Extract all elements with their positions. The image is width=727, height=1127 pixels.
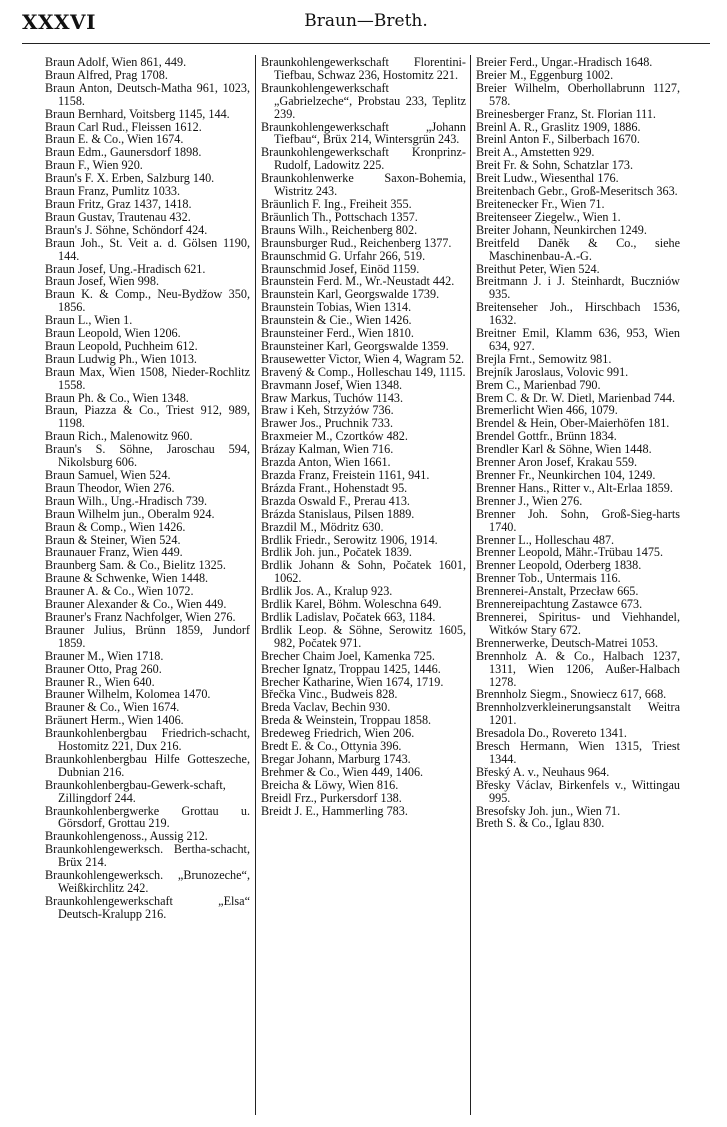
- directory-entry: Braun, Piazza & Co., Triest 912, 989, 1198.: [45, 403, 250, 431]
- directory-entry: Brennholz A. & Co., Halbach 1237, 1311, Wien 1206, Außer-Halbach 1278.: [476, 648, 680, 689]
- directory-entry: Braunkohlengenoss., Aussig 212.: [45, 829, 208, 844]
- directory-entry: Brdlik Ladislav, Počatek 663, 1184.: [261, 609, 436, 624]
- directory-entry: Breitenecker Fr., Wien 71.: [476, 196, 605, 211]
- directory-entry: Brdlik Leop. & Söhne, Serowitz 1605, 982, Počatek 971.: [261, 622, 466, 650]
- directory-entry: Braunsteiner Karl, Georgswalde 1359.: [261, 338, 449, 353]
- directory-entry: Bresch Hermann, Wien 1315, Triest 1344.: [476, 739, 680, 766]
- directory-entry: Breitenseer Ziegelw., Wien 1.: [476, 209, 621, 224]
- directory-entry: Bremerlicht Wien 466, 1079.: [476, 403, 618, 418]
- directory-entry: Braun Adolf, Wien 861, 449.: [45, 55, 187, 69]
- directory-entry: Breier M., Eggenburg 1002.: [476, 67, 614, 82]
- directory-entry: Braun Theodor, Wien 276.: [45, 480, 175, 495]
- directory-entry: Brázda Frant., Hohenstadt 95.: [261, 480, 408, 495]
- directory-entry: Braun & Steiner, Wien 524.: [45, 532, 181, 547]
- directory-entry: Braunberg Sam. & Co., Bielitz 1325.: [45, 558, 226, 573]
- directory-entry: Braxmeier M., Czortków 482.: [261, 429, 408, 444]
- directory-entry: Brecher Chaim Joel, Kamenka 725.: [261, 648, 435, 663]
- directory-entry: Brawer Jos., Pruchnik 733.: [261, 416, 394, 431]
- directory-entry: Bredt E. & Co., Ottynia 396.: [261, 739, 402, 754]
- directory-entry: Braunstein Tobias, Wien 1314.: [261, 300, 412, 315]
- directory-entry: Brenner Leopold, Mähr.-Trübau 1475.: [476, 545, 664, 560]
- directory-entry: Braunkohlengewerkschaft „Gabrielzeche“, Probstau 233, Teplitz 239.: [261, 80, 466, 121]
- directory-entry: Breitenseher Joh., Hirschbach 1536, 1632.: [476, 300, 680, 328]
- directory-entry: Braunkohlenbergwerke Grottau u. Görsdorf, Grottau 219.: [45, 803, 250, 831]
- directory-entry: Brecher Ignatz, Troppau 1425, 1446.: [261, 661, 441, 676]
- directory-entry: Brenner Joh. Sohn, Groß-Sieg-harts 1740.: [476, 506, 680, 534]
- directory-entry: Braunkohlengewerkschaft „Johann Tiefbau“, Brüx 214, Wintersgrün 243.: [261, 119, 466, 147]
- directory-entry: Breit A., Amstetten 929.: [476, 145, 595, 160]
- directory-entry: Braw i Keh, Strzyżów 736.: [261, 403, 394, 418]
- directory-entry: Braun Leopold, Puchheim 612.: [45, 338, 198, 353]
- directory-entry: Brennholzverkleinerungsanstalt Weitra 1201.: [476, 700, 680, 728]
- directory-entry: Brauner M., Wien 1718.: [45, 648, 164, 663]
- directory-entry: Bräunert Herm., Wien 1406.: [45, 713, 184, 728]
- directory-entry: Brennerwerke, Deutsch-Matrei 1053.: [476, 635, 659, 650]
- directory-entry: Brauner Otto, Prag 260.: [45, 661, 162, 676]
- directory-entry: Bräunlich Th., Pottschach 1357.: [261, 209, 418, 224]
- directory-entry: Braunkohlenbergbau Friedrich-schacht, Hostomitz 221, Dux 216.: [45, 726, 250, 754]
- directory-entry: Braw Markus, Tuchów 1143.: [261, 390, 404, 405]
- directory-entry: Brazda Oswald F., Prerau 413.: [261, 493, 410, 508]
- directory-entry: Brauns Wilh., Reichenberg 802.: [261, 222, 418, 237]
- directory-entry: Brehmer & Co., Wien 449, 1406.: [261, 764, 424, 779]
- directory-entry: Breda & Weinstein, Troppau 1858.: [261, 713, 432, 728]
- directory-entry: Braun Josef, Ung.-Hradisch 621.: [45, 261, 206, 276]
- directory-entry: Breidt J. E., Hammerling 783.: [261, 803, 408, 818]
- directory-entry: Brauner's Franz Nachfolger, Wien 276.: [45, 609, 236, 624]
- directory-entry: Braunkohlenbergbau-Gewerk-schaft, Zillingdorf 244.: [45, 777, 226, 805]
- directory-entry: Brenner Aron Josef, Krakau 559.: [476, 455, 638, 470]
- page-header: [22, 10, 710, 40]
- directory-entry: Braun Wilhelm jun., Oberalm 924.: [45, 506, 215, 521]
- directory-entry: Braun Edm., Gaunersdorf 1898.: [45, 145, 202, 160]
- directory-entry: Bregar Johann, Marburg 1743.: [261, 751, 411, 766]
- directory-entry: Brdlik Friedr., Serowitz 1906, 1914.: [261, 532, 438, 547]
- directory-entry: Bravmann Josef, Wien 1348.: [261, 377, 403, 392]
- directory-entry: Breitner Emil, Klamm 636, 953, Wien 634, 927.: [476, 326, 680, 353]
- directory-entry: Braun L., Wien 1.: [45, 313, 133, 328]
- directory-entry: Braunsburger Rud., Reichenberg 1377.: [261, 235, 452, 250]
- directory-entry: Brennerei-Anstalt, Przecław 665.: [476, 584, 639, 599]
- directory-entry: Braun Alfred, Prag 1708.: [45, 67, 168, 82]
- directory-entry: Breitmann J. i J. Steinhardt, Buczniów 935.: [476, 274, 680, 302]
- directory-entry: Brenner Tob., Untermais 116.: [476, 571, 621, 586]
- directory-entry: Brdlik Joh. jun., Počatek 1839.: [261, 545, 412, 560]
- running-title: Braun—Breth.: [304, 11, 428, 31]
- directory-entry: Brejník Jaroslaus, Volovic 991.: [476, 364, 629, 379]
- directory-entry: Braunkohlengewerkschaft „Elsa“ Deutsch-Kralupp 216.: [45, 893, 250, 921]
- directory-entry: Bresofsky Joh. jun., Wien 71.: [476, 803, 621, 818]
- directory-entry: Braunstein Karl, Georgswalde 1739.: [261, 287, 440, 302]
- column-divider: [255, 55, 256, 1115]
- directory-entry: Braun & Comp., Wien 1426.: [45, 519, 186, 534]
- directory-entry: Breiter Johann, Neunkirchen 1249.: [476, 222, 647, 237]
- directory-entry: Brenner J., Wien 276.: [476, 493, 583, 508]
- directory-entry: Breidl Frz., Purkersdorf 138.: [261, 790, 402, 805]
- column-2: [261, 56, 466, 817]
- directory-entry: Brendler Karl & Söhne, Wien 1448.: [476, 442, 652, 457]
- directory-entry: Brázay Kalman, Wien 716.: [261, 442, 394, 457]
- directory-entry: Braun Joh., St. Veit a. d. Gölsen 1190, 144.: [45, 235, 250, 263]
- directory-entry: Brdlik Jos. A., Kralup 923.: [261, 584, 393, 599]
- directory-entry: Braunstein Ferd. M., Wr.-Neustadt 442.: [261, 274, 455, 289]
- directory-entry: Bravený & Comp., Holleschau 149, 1115.: [261, 364, 466, 379]
- directory-entry: Braunschmid Josef, Einöd 1159.: [261, 261, 420, 276]
- directory-entry: Braun Max, Wien 1508, Nieder-Rochlitz 1558.: [45, 364, 250, 392]
- directory-entry: Braunkohlenwerke Saxon-Bohemia, Wistritz 243.: [261, 171, 466, 199]
- directory-entry: Brázda Stanislaus, Pilsen 1889.: [261, 506, 415, 521]
- directory-entry: Břečka Vinc., Budweis 828.: [261, 687, 398, 702]
- directory-entry: Braun Anton, Deutsch-Matha 961, 1023, 1158.: [45, 80, 250, 108]
- directory-entry: Braun Ph. & Co., Wien 1348.: [45, 390, 189, 405]
- directory-entry: Braunkohlenbergbau Hilfe Gotteszeche, Dubnian 216.: [45, 751, 250, 779]
- directory-entry: Braun's J. Söhne, Schöndorf 424.: [45, 222, 208, 237]
- column-divider: [470, 55, 471, 1115]
- directory-entry: Braun's S. Söhne, Jaroschau 594, Nikolsburg 606.: [45, 442, 250, 470]
- directory-entry: Braunsteiner Ferd., Wien 1810.: [261, 326, 414, 341]
- directory-entry: Brausewetter Victor, Wien 4, Wagram 52.: [261, 351, 465, 366]
- directory-entry: Brennerei, Spiritus- und Viehhandel, Witków Stary 672.: [476, 609, 680, 637]
- directory-entry: Brennereipachtung Zastawce 673.: [476, 597, 643, 612]
- directory-entry: Braunkohlengewerksch. Bertha-schacht, Brüx 214.: [45, 842, 250, 870]
- directory-entry: Brdlik Karel, Böhm. Woleschna 649.: [261, 597, 442, 612]
- directory-entry: Breitenbach Gebr., Groß-Meseritsch 363.: [476, 184, 678, 199]
- directory-entry: Braun Wilh., Ung.-Hradisch 739.: [45, 493, 208, 508]
- directory-entry: Braun Carl Rud., Fleissen 1612.: [45, 119, 202, 134]
- directory-entry: Breth S. & Co., Iglau 830.: [476, 816, 605, 831]
- directory-entry: Brauner Julius, Brünn 1859, Jundorf 1859.: [45, 622, 250, 650]
- directory-entry: Břesky Václav, Birkenfels v., Wittingau 995.: [476, 777, 680, 805]
- directory-entry: Braun K. & Comp., Neu-Bydžow 350, 1856.: [45, 287, 250, 315]
- directory-entry: Brenner Hans., Ritter v., Alt-Erlaa 1859.: [476, 480, 673, 495]
- directory-entry: Břeský A. v., Neuhaus 964.: [476, 764, 610, 779]
- directory-entry: Brenner Fr., Neunkirchen 104, 1249.: [476, 468, 656, 482]
- directory-entry: Braun Leopold, Wien 1206.: [45, 326, 181, 341]
- directory-entry: Braune & Schwenke, Wien 1448.: [45, 571, 209, 586]
- directory-entry: Braun Josef, Wien 998.: [45, 274, 160, 289]
- directory-entry: Braun Rich., Malenowitz 960.: [45, 429, 193, 444]
- directory-entry: Braunkohlengewerksch. „Brunozeche“, Weißkirchlitz 242.: [45, 868, 250, 895]
- directory-entry: Braunschmid G. Urfahr 266, 519.: [261, 248, 426, 263]
- directory-entry: Brazda Anton, Wien 1661.: [261, 455, 391, 470]
- directory-entry: Brdlik Johann & Sohn, Počatek 1601, 1062.: [261, 558, 466, 586]
- directory-entry: Braun Bernhard, Voitsberg 1145, 144.: [45, 106, 230, 121]
- directory-entry: Breinl A. R., Graslitz 1909, 1886.: [476, 119, 641, 134]
- directory-entry: Brazda Franz, Freistein 1161, 941.: [261, 468, 430, 482]
- directory-entry: Brenner Leopold, Oderberg 1838.: [476, 558, 642, 573]
- directory-entry: Breda Vaclav, Bechin 930.: [261, 700, 391, 715]
- directory-entry: Brennholz Siegm., Snowiecz 617, 668.: [476, 687, 667, 702]
- column-3: [476, 56, 680, 830]
- directory-entry: Braun Franz, Pumlitz 1033.: [45, 184, 181, 199]
- directory-entry: Braun Gustav, Trautenau 432.: [45, 209, 191, 224]
- directory-entry: Braun Samuel, Wien 524.: [45, 468, 171, 482]
- page-number: XXXVI: [22, 10, 96, 34]
- directory-entry: Braun F., Wien 920.: [45, 158, 143, 173]
- directory-entry: Brejla Frnt., Semowitz 981.: [476, 351, 612, 366]
- directory-entry: Braun Fritz, Graz 1437, 1418.: [45, 196, 192, 211]
- directory-entry: Breier Ferd., Ungar.-Hradisch 1648.: [476, 55, 653, 69]
- directory-entry: Braunkohlengewerkschaft Florentini-Tiefbau, Schwaz 236, Hostomitz 221.: [261, 55, 466, 82]
- directory-entry: Brauner & Co., Wien 1674.: [45, 700, 180, 715]
- directory-entry: Brazdil M., Mödritz 630.: [261, 519, 384, 534]
- directory-entry: Breithut Peter, Wien 524.: [476, 261, 600, 276]
- directory-entry: Braunstein & Cie., Wien 1426.: [261, 313, 412, 328]
- directory-entry: Bresadola Do., Rovereto 1341.: [476, 726, 627, 741]
- directory-entry: Breinesberger Franz, St. Florian 111.: [476, 106, 656, 121]
- directory-entry: Breicha & Löwy, Wien 816.: [261, 777, 399, 792]
- directory-entry: Breier Wilhelm, Oberhollabrunn 1127, 578.: [476, 80, 680, 108]
- directory-entry: Brendel & Hein, Ober-Maierhöfen 181.: [476, 416, 670, 431]
- directory-entry: Brem C. & Dr. W. Dietl, Marienbad 744.: [476, 390, 676, 405]
- directory-entry: Braun's F. X. Erben, Salzburg 140.: [45, 171, 215, 186]
- directory-entry: Breit Fr. & Sohn, Schatzlar 173.: [476, 158, 634, 173]
- directory-entry: Bredeweg Friedrich, Wien 206.: [261, 726, 415, 741]
- directory-entry: Bräunlich F. Ing., Freiheit 355.: [261, 196, 412, 211]
- directory-entry: Braunkohlengewerkschaft Kronprinz-Rudolf, Ladowitz 225.: [261, 145, 466, 173]
- directory-entry: Brauner A. & Co., Wien 1072.: [45, 584, 194, 599]
- directory-entry: Braun E. & Co., Wien 1674.: [45, 132, 184, 147]
- directory-entry: Brendel Gottfr., Brünn 1834.: [476, 429, 617, 444]
- directory-entry: Brauner R., Wien 640.: [45, 674, 155, 689]
- header-rule: [22, 43, 710, 44]
- directory-entry: Brecher Katharine, Wien 1674, 1719.: [261, 674, 444, 689]
- directory-entry: Brem C., Marienbad 790.: [476, 377, 601, 392]
- directory-entry: Breinl Anton F., Silberbach 1670.: [476, 132, 640, 147]
- directory-entry: Breit Ludw., Wiesenthal 176.: [476, 171, 619, 186]
- directory-entry: Brauner Alexander & Co., Wien 449.: [45, 597, 227, 612]
- column-1: [45, 56, 250, 921]
- directory-entry: Breitfeld Daněk & Co., siehe Maschinenbau-A.-G.: [476, 235, 680, 263]
- directory-entry: Brenner L., Holleschau 487.: [476, 532, 615, 547]
- directory-entry: Braun Ludwig Ph., Wien 1013.: [45, 351, 197, 366]
- directory-entry: Braunauer Franz, Wien 449.: [45, 545, 183, 560]
- directory-entry: Brauner Wilhelm, Kolomea 1470.: [45, 687, 211, 702]
